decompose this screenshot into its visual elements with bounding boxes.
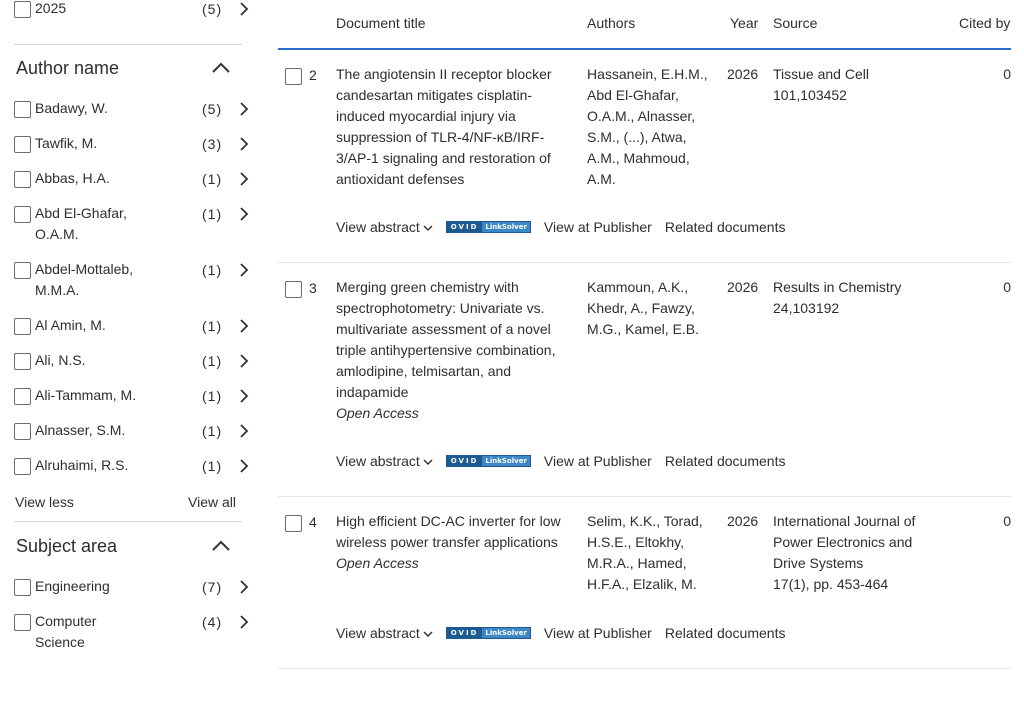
chevron-down-icon (423, 630, 433, 638)
facet-author-item[interactable] (14, 423, 244, 441)
row-checkbox[interactable] (285, 281, 302, 298)
row-number: 2 (309, 67, 317, 83)
facet-checkbox[interactable] (14, 353, 31, 370)
view-at-publisher-link[interactable]: View at Publisher (543, 453, 652, 469)
facet-count: (4) (202, 614, 223, 630)
row-checkbox[interactable] (285, 515, 302, 532)
chevron-right-icon[interactable] (237, 261, 251, 279)
facet-count: (1) (202, 262, 223, 278)
facet-checkbox[interactable] (14, 136, 31, 153)
facet-author-item[interactable] (14, 206, 244, 245)
view-abstract-button[interactable] (336, 219, 433, 235)
source-cell (773, 511, 933, 595)
header-document-title[interactable]: Document title (336, 15, 426, 31)
view-less-link[interactable]: View less (15, 494, 74, 510)
row-actions (336, 453, 798, 469)
facet-count: (1) (202, 171, 223, 187)
authors-list[interactable]: Kammoun, A.K., Khedr, A., Fawzy, M.G., Kamel, E.B. (587, 279, 700, 337)
chevron-right-icon[interactable] (237, 100, 251, 118)
header-rule (278, 48, 1011, 50)
facet-year-2025[interactable] (14, 1, 244, 19)
section-divider (14, 44, 242, 45)
row-checkbox[interactable] (285, 68, 302, 85)
header-source[interactable]: Source (773, 15, 818, 31)
header-year[interactable]: Year (730, 15, 759, 31)
linksolver-logo-text: LinkSolver (482, 456, 530, 466)
view-abstract-label: View abstract (336, 219, 420, 235)
document-title-text[interactable]: The angiotensin II receptor blocker candesartan mitigates cisplatin-induced myocardial injury via suppression of TLR-4/NF-κB/IRF-3/AP-1 signaling and restoration of antioxidant defenses (336, 66, 552, 187)
facet-count: (3) (202, 136, 223, 152)
row-number: 3 (309, 280, 317, 296)
document-title-link[interactable] (336, 511, 568, 574)
facet-checkbox[interactable] (14, 423, 31, 440)
row-divider (278, 668, 1011, 669)
chevron-right-icon[interactable] (237, 352, 251, 370)
facet-label: Tawfik, M. (35, 135, 98, 151)
chevron-right-icon[interactable] (237, 457, 251, 475)
view-abstract-button[interactable] (336, 453, 433, 469)
facet-count: (5) (202, 101, 223, 117)
chevron-right-icon[interactable] (237, 422, 251, 440)
facet-author-item[interactable] (14, 388, 244, 406)
facet-count: (7) (202, 579, 223, 595)
ovid-linksolver-button[interactable] (446, 221, 531, 233)
facet-checkbox[interactable] (14, 262, 31, 279)
authors-list[interactable]: Hassanein, E.H.M., Abd El-Ghafar, O.A.M., Alnasser, S.M., (...), Atwa, A.M., Mahmoud, A.M. (587, 66, 708, 187)
facet-label: Alruhaimi, R.S. (35, 457, 129, 473)
facet-label: Abd El-Ghafar, O.A.M. (35, 205, 127, 242)
facet-label: Engineering (35, 578, 110, 594)
facet-label: Abbas, H.A. (35, 170, 110, 186)
chevron-right-icon[interactable] (237, 205, 251, 223)
facet-count: (1) (202, 423, 223, 439)
row-divider (278, 496, 1011, 497)
chevron-right-icon[interactable] (237, 613, 251, 631)
facet-count: (1) (202, 353, 223, 369)
source-detail: 24,103192 (773, 300, 840, 316)
view-all-link[interactable]: View all (188, 494, 236, 510)
facet-label: 2025 (35, 0, 67, 16)
document-title-text[interactable]: High efficient DC-AC inverter for low wireless power transfer applications (336, 513, 561, 550)
facet-count: (1) (202, 388, 223, 404)
open-access-badge: Open Access (336, 555, 419, 571)
facet-checkbox[interactable] (14, 614, 31, 631)
chevron-right-icon[interactable] (237, 317, 251, 335)
facet-label: Alnasser, S.M. (35, 422, 126, 438)
authors-list[interactable]: Selim, K.K., Torad, H.S.E., Eltokhy, M.R.A., Hamed, H.F.A., Elzalik, M. (587, 513, 703, 592)
cited-by-count[interactable]: 0 (1003, 66, 1011, 82)
facet-author-item[interactable] (14, 458, 244, 476)
chevron-right-icon[interactable] (237, 387, 251, 405)
facet-label: Computer Science (35, 613, 97, 650)
ovid-logo-text: OVID (447, 456, 483, 466)
chevron-down-icon (423, 458, 433, 466)
chevron-up-icon[interactable] (210, 539, 232, 553)
facet-checkbox[interactable] (14, 1, 31, 18)
author-name-heading: Author name (16, 58, 120, 78)
related-documents-link[interactable]: Related documents (664, 625, 786, 641)
year-value: 2026 (727, 66, 759, 82)
facet-label: Ali, N.S. (35, 352, 86, 368)
facet-author-item[interactable] (14, 101, 244, 119)
linksolver-logo-text: LinkSolver (482, 628, 530, 638)
facet-checkbox[interactable] (14, 388, 31, 405)
chevron-right-icon[interactable] (237, 135, 251, 153)
facet-checkbox[interactable] (14, 101, 31, 118)
facet-checkbox[interactable] (14, 171, 31, 188)
ovid-logo-text: OVID (447, 628, 483, 638)
source-cell (773, 277, 933, 319)
source-detail: 101,103452 (773, 87, 847, 103)
facet-checkbox[interactable] (14, 318, 31, 335)
results-table (278, 0, 1011, 723)
facet-subject-item[interactable] (14, 614, 244, 653)
document-title-link[interactable] (336, 277, 568, 424)
header-authors[interactable]: Authors (587, 15, 636, 31)
source-detail: 17(1), pp. 453-464 (773, 576, 889, 592)
filter-sidebar (0, 0, 250, 723)
facet-count: (1) (202, 318, 223, 334)
source-title[interactable]: Results in Chemistry (773, 279, 902, 295)
row-actions (336, 625, 798, 641)
facet-checkbox[interactable] (14, 458, 31, 475)
chevron-up-icon[interactable] (210, 61, 232, 75)
ovid-linksolver-button[interactable] (446, 455, 531, 467)
view-abstract-label: View abstract (336, 625, 420, 641)
row-divider (278, 262, 1011, 263)
facet-count: (1) (202, 458, 223, 474)
chevron-right-icon[interactable] (237, 170, 251, 188)
chevron-down-icon (423, 224, 433, 232)
related-documents-link[interactable]: Related documents (664, 219, 786, 235)
facet-count: (5) (202, 1, 223, 17)
view-abstract-label: View abstract (336, 453, 420, 469)
facet-label: Badawy, W. (35, 100, 108, 116)
facet-checkbox[interactable] (14, 579, 31, 596)
facet-checkbox[interactable] (14, 206, 31, 223)
row-actions (336, 219, 798, 235)
facet-author-item[interactable] (14, 171, 244, 189)
facet-author-item[interactable] (14, 353, 244, 371)
view-at-publisher-link[interactable]: View at Publisher (543, 625, 652, 641)
ovid-linksolver-button[interactable] (446, 627, 531, 639)
source-title[interactable]: International Journal of Power Electronics and Drive Systems (773, 513, 916, 571)
document-title-text[interactable]: Merging green chemistry with spectrophotometry: Univariate vs. multivariate assessment of a novel triple antihypertensive combination, amlodipine, telmisartan, and indapamide (336, 279, 556, 400)
source-title[interactable]: Tissue and Cell (773, 66, 869, 82)
open-access-badge: Open Access (336, 405, 419, 421)
chevron-right-icon[interactable] (237, 578, 251, 596)
source-cell (773, 64, 933, 106)
facet-author-item[interactable] (14, 262, 244, 301)
cited-by-count[interactable]: 0 (1003, 279, 1011, 295)
header-cited-by[interactable]: Cited by (959, 15, 1011, 31)
year-value: 2026 (727, 279, 759, 295)
facet-author-item[interactable] (14, 136, 244, 154)
facet-count: (1) (202, 206, 223, 222)
facet-label: Ali-Tammam, M. (35, 387, 137, 403)
year-value: 2026 (727, 513, 759, 529)
section-divider (14, 521, 242, 522)
facet-author-item[interactable] (14, 318, 244, 336)
facet-label: Al Amin, M. (35, 317, 106, 333)
facet-label: Abdel-Mottaleb, M.M.A. (35, 261, 134, 298)
facet-subject-item[interactable] (14, 579, 244, 597)
view-at-publisher-link[interactable]: View at Publisher (543, 219, 652, 235)
row-number: 4 (309, 514, 317, 530)
related-documents-link[interactable]: Related documents (664, 453, 786, 469)
cited-by-count[interactable]: 0 (1003, 513, 1011, 529)
document-title-link[interactable] (336, 64, 568, 190)
chevron-right-icon[interactable] (237, 0, 251, 18)
ovid-logo-text: OVID (447, 222, 483, 232)
subject-area-heading: Subject area (16, 536, 118, 556)
view-abstract-button[interactable] (336, 625, 433, 641)
linksolver-logo-text: LinkSolver (482, 222, 530, 232)
